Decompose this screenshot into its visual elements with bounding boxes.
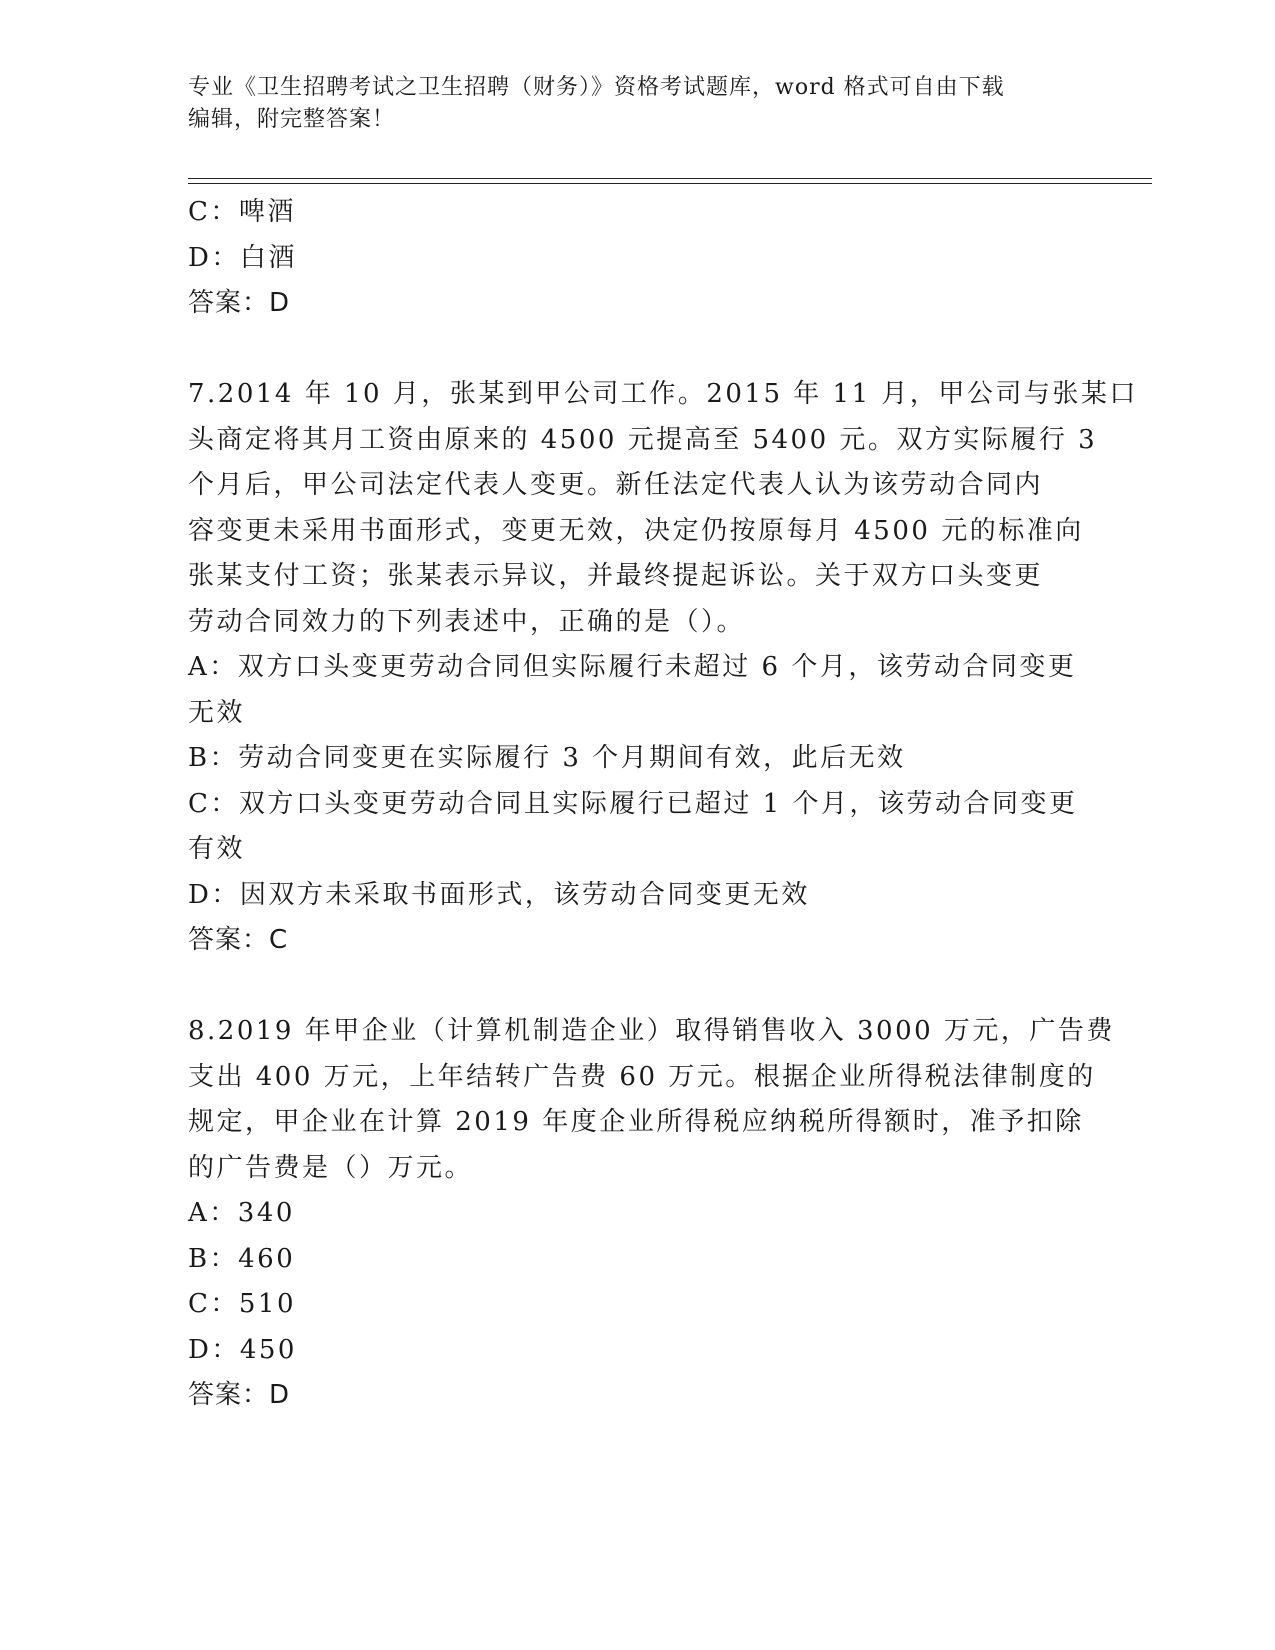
question-text-line: 规定，甲企业在计算 2019 年度企业所得税应纳税所得额时，准予扣除 <box>188 1107 1084 1137</box>
question-text-line: 劳动合同效力的下列表述中，正确的是（）。 <box>188 606 746 637</box>
header-line-2: 编辑，附完整答案！ <box>188 107 396 132</box>
question-text-line: 张某支付工资；张某表示异议，并最终提起诉讼。关于双方口头变更 <box>188 561 1044 591</box>
document-header <box>188 72 1088 136</box>
option-b: B：460 <box>188 1243 296 1274</box>
spacer <box>188 327 1088 373</box>
document-body <box>188 190 1138 1419</box>
option-d: D：白酒 <box>188 242 297 273</box>
question-text-line: 的广告费是（）万元。 <box>188 1152 474 1183</box>
header-line-1: 专业《卫生招聘考试之卫生招聘（财务）》资格考试题库，word 格式可自由下载 <box>188 75 1005 100</box>
option-c: C：啤酒 <box>188 197 296 227</box>
answer-line: 答案：C <box>188 925 289 955</box>
option-b: B：劳动合同变更在实际履行 3 个月期间有效，此后无效 <box>188 743 906 773</box>
answer-line: 答案：D <box>188 1380 291 1410</box>
option-a-continued: 无效 <box>188 697 246 728</box>
header-divider-top <box>188 178 1152 179</box>
question-text-line: 头商定将其月工资由原来的 4500 元提高至 5400 元。双方实际履行 3 <box>188 424 1098 455</box>
header-divider-bottom <box>188 183 1152 184</box>
option-c-continued: 有效 <box>188 834 246 864</box>
option-c: C：510 <box>188 1289 297 1319</box>
option-c: C：双方口头变更劳动合同且实际履行已超过 1 个月，该劳动合同变更 <box>188 788 1078 819</box>
question-text-line: 个月后，甲公司法定代表人变更。新任法定代表人认为该劳动合同内 <box>188 470 1044 500</box>
question-8 <box>188 1009 1115 1419</box>
question-7 <box>188 372 1138 964</box>
question-text-line: 容变更未采用书面形式，变更无效，决定仍按原每月 4500 元的标准向 <box>188 515 1084 546</box>
option-d: D：450 <box>188 1334 297 1365</box>
question-text-line: 支出 400 万元，上年结转广告费 60 万元。根据企业所得税法律制度的 <box>188 1061 1096 1092</box>
question-text-line: 7.2014 年 10 月，张某到甲公司工作。2015 年 11 月，甲公司与张某口 <box>188 379 1138 409</box>
prev-question <box>188 190 1088 327</box>
option-a: A：340 <box>188 1198 295 1228</box>
option-d: D：因双方未采取书面形式，该劳动合同变更无效 <box>188 879 810 910</box>
spacer <box>188 964 1088 1010</box>
question-text-line: 8.2019 年甲企业（计算机制造企业）取得销售收入 3000 万元，广告费 <box>188 1016 1115 1046</box>
answer-line: 答案：D <box>188 288 291 318</box>
option-a: A：双方口头变更劳动合同但实际履行未超过 6 个月，该劳动合同变更 <box>188 652 1077 682</box>
